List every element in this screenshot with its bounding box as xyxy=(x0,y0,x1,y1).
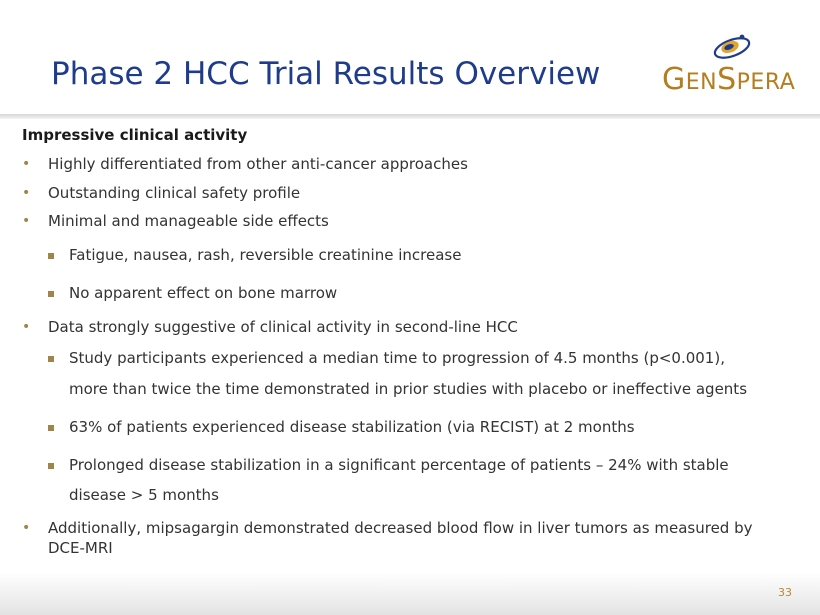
bullet-dot: • xyxy=(22,520,31,536)
section-heading: Impressive clinical activity xyxy=(22,126,248,144)
sub-bullet-square xyxy=(48,253,54,259)
sub-bullet-square xyxy=(48,356,54,362)
bullet-dot: • xyxy=(22,185,31,201)
bullet-dot: • xyxy=(22,213,31,229)
slide-title: Phase 2 HCC Trial Results Overview xyxy=(51,56,601,92)
page-number: 33 xyxy=(778,586,792,599)
slide-header xyxy=(0,0,820,118)
sub-bullet-square xyxy=(48,291,54,297)
bullet-dot: • xyxy=(22,319,31,335)
bullet-dot: • xyxy=(22,156,31,172)
logo-wordmark: GENSPERA xyxy=(662,62,796,97)
sub-bullet-square xyxy=(48,463,54,469)
slide-footer xyxy=(0,572,820,615)
genspera-logo xyxy=(660,32,805,98)
sub-bullet-square xyxy=(48,425,54,431)
header-divider xyxy=(0,114,820,119)
orbit-swirl-icon xyxy=(708,32,760,66)
